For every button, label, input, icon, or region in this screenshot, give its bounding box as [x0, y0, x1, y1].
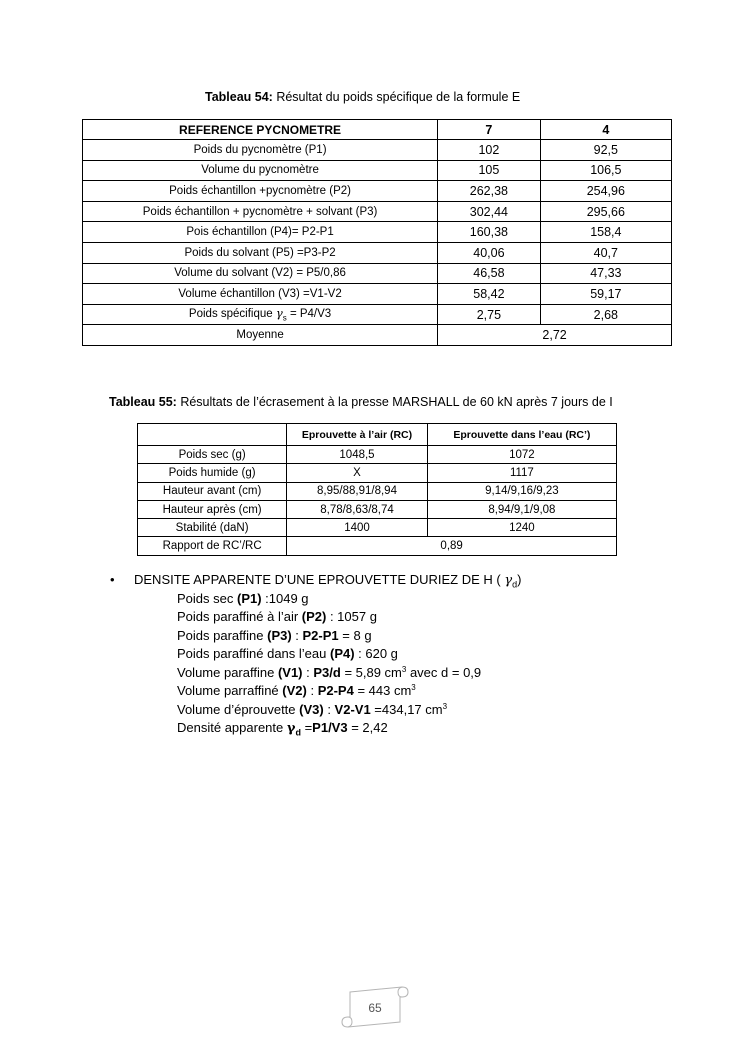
gamma-subscript: d	[295, 727, 301, 738]
row-label: Stabilité (daN)	[138, 519, 287, 537]
text-bold: P3/d	[313, 664, 341, 680]
text: :	[323, 701, 335, 717]
cell: 160,38	[438, 222, 541, 243]
superscript: 3	[401, 664, 407, 674]
table55-caption-text: Résultats de l’écrasement à la presse MARSHALL de 60 kN après 7 jours de I	[176, 395, 613, 409]
header-water: Eprouvette dans l’eau (RC’)	[427, 424, 616, 446]
text: :	[291, 627, 303, 643]
table55	[137, 423, 617, 556]
gamma-subscript: s	[282, 313, 287, 323]
page-number: 65	[368, 1001, 382, 1015]
line-paraffin-volume	[177, 664, 481, 683]
gamma-symbol: γ	[286, 721, 296, 736]
text: = 8 g	[338, 627, 372, 643]
text: :	[306, 683, 318, 698]
cell: 1240	[427, 519, 616, 537]
table54	[82, 119, 672, 346]
heading-text: )	[517, 572, 522, 587]
table-row	[83, 284, 672, 305]
text: Volume parraffiné	[177, 683, 283, 698]
text: : 1057 g	[326, 609, 377, 624]
row-label: Volume échantillon (V3) =V1-V2	[83, 284, 438, 305]
cell: 295,66	[540, 201, 671, 222]
table-row	[83, 201, 672, 222]
cell: 1400	[287, 519, 428, 537]
text: avec d = 0,9	[406, 664, 482, 680]
cell: 302,44	[438, 201, 541, 222]
row-label: Hauteur après (cm)	[138, 500, 287, 518]
line-paraffined-air	[177, 608, 481, 627]
cell: 158,4	[540, 222, 671, 243]
cell: 40,7	[540, 242, 671, 263]
superscript: 3	[442, 701, 448, 711]
heading-text: DENSITE APPARENTE D’UNE EPROUVETTE DURIEZ DE H (	[134, 572, 505, 587]
text-bold: V2-V1	[334, 701, 371, 717]
row-label: Pois échantillon (P4)= P2-P1	[83, 222, 438, 243]
row-label: Moyenne	[83, 325, 438, 346]
line-apparent-density	[177, 719, 481, 738]
cell: 1117	[427, 464, 616, 482]
cell: 102	[438, 140, 541, 161]
text: Volume d’éprouvette	[177, 701, 300, 717]
cell: 1072	[427, 446, 616, 464]
cell: 2,68	[540, 304, 671, 325]
header-air: Eprouvette à l’air (RC)	[287, 424, 428, 446]
text-bold: P2-P4	[317, 683, 354, 698]
ratio-value: 0,89	[287, 537, 617, 555]
table54-caption-label: Tableau 54:	[205, 90, 273, 104]
text-bold: (P3)	[267, 627, 292, 643]
row-label: Rapport de RC’/RC	[138, 537, 287, 555]
text: :	[302, 664, 314, 680]
mean-value: 2,72	[438, 325, 672, 346]
header-col-4: 4	[540, 120, 671, 140]
cell: 9,14/9,16/9,23	[427, 482, 616, 500]
text: =434,17 cm	[370, 701, 443, 717]
table54-caption	[205, 90, 520, 104]
cell: 262,38	[438, 181, 541, 202]
cell: 8,94/9,1/9,08	[427, 500, 616, 518]
text: Poids sec	[177, 590, 237, 606]
page-number-scroll	[340, 984, 410, 1030]
cell: X	[287, 464, 428, 482]
row-label	[83, 304, 438, 325]
text: = 443 cm	[353, 683, 412, 698]
label-part: Poids spécifique	[188, 308, 276, 321]
gamma-symbol: γ	[504, 573, 513, 588]
text-bold: P2-P1	[302, 627, 339, 643]
cell: 2,75	[438, 304, 541, 325]
line-paraffined-water	[177, 645, 481, 664]
cell: 92,5	[540, 140, 671, 161]
text-bold: (V1)	[277, 664, 303, 680]
table-row	[138, 446, 617, 464]
header-empty	[138, 424, 287, 446]
table-row	[83, 140, 672, 161]
line-paraffin-weight	[177, 627, 481, 646]
cell: 8,78/8,63/8,74	[287, 500, 428, 518]
table-header-row	[138, 424, 617, 446]
row-label: Poids du solvant (P5) =P3-P2	[83, 242, 438, 263]
text-bold: (P1)	[236, 590, 262, 606]
table-row	[83, 181, 672, 202]
table-row	[83, 263, 672, 284]
text: Densité apparente	[177, 720, 287, 735]
row-label: Volume du pycnomètre	[83, 160, 438, 181]
table55-caption-label: Tableau 55:	[109, 395, 177, 409]
header-reference: REFERENCE PYCNOMETRE	[83, 120, 438, 140]
text: = 5,89 cm	[340, 664, 402, 680]
superscript: 3	[411, 683, 416, 692]
gamma-subscript: d	[512, 579, 518, 590]
table-row-mean	[83, 325, 672, 346]
text-bold: (P2)	[301, 609, 327, 624]
text: = 2,42	[347, 720, 388, 735]
text: :1049 g	[261, 590, 309, 606]
header-col-7: 7	[438, 120, 541, 140]
row-label: Poids humide (g)	[138, 464, 287, 482]
label-part: = P4/V3	[286, 308, 332, 321]
text: : 620 g	[354, 646, 398, 661]
table-row	[138, 500, 617, 518]
text: Poids paraffiné à l’air	[177, 609, 302, 624]
table-row	[138, 464, 617, 482]
table54-caption-text: Résultat du poids spécifique de la formule E	[272, 90, 521, 104]
table-row	[83, 222, 672, 243]
text: =	[300, 720, 313, 735]
cell: 46,58	[438, 263, 541, 284]
cell: 59,17	[540, 284, 671, 305]
row-label: Volume du solvant (V2) = P5/0,86	[83, 263, 438, 284]
gamma-symbol: γ	[275, 306, 283, 321]
row-label: Hauteur avant (cm)	[138, 482, 287, 500]
cell: 47,33	[540, 263, 671, 284]
table-row-ratio	[138, 537, 617, 555]
table-row	[83, 242, 672, 263]
table-row	[83, 160, 672, 181]
text-bold: (V2)	[282, 683, 307, 698]
cell: 40,06	[438, 242, 541, 263]
text: Volume paraffine	[177, 664, 278, 680]
row-label: Poids sec (g)	[138, 446, 287, 464]
table55-caption	[109, 395, 613, 409]
text-bold: P1/V3	[312, 720, 348, 735]
row-label: Poids du pycnomètre (P1)	[83, 140, 438, 161]
table-row	[138, 519, 617, 537]
density-lines	[177, 590, 481, 738]
cell: 254,96	[540, 181, 671, 202]
cell: 105	[438, 160, 541, 181]
table-header-row	[83, 120, 672, 140]
text: Poids paraffine	[177, 627, 268, 643]
line-dry-weight	[177, 590, 481, 609]
table-row	[138, 482, 617, 500]
cell: 1048,5	[287, 446, 428, 464]
cell: 58,42	[438, 284, 541, 305]
text-bold: (V3)	[299, 701, 324, 717]
cell: 106,5	[540, 160, 671, 181]
row-label: Poids échantillon + pycnomètre + solvant (P3)	[83, 201, 438, 222]
cell: 8,95/88,91/8,94	[287, 482, 428, 500]
table-row-specific-weight	[83, 304, 672, 325]
row-label: Poids échantillon +pycnomètre (P2)	[83, 181, 438, 202]
line-paraffined-volume	[177, 682, 481, 701]
text: Poids paraffiné dans l’eau	[177, 646, 330, 661]
line-specimen-volume	[177, 701, 481, 720]
text-bold: (P4)	[329, 646, 355, 661]
bullet-icon: •	[110, 572, 115, 587]
